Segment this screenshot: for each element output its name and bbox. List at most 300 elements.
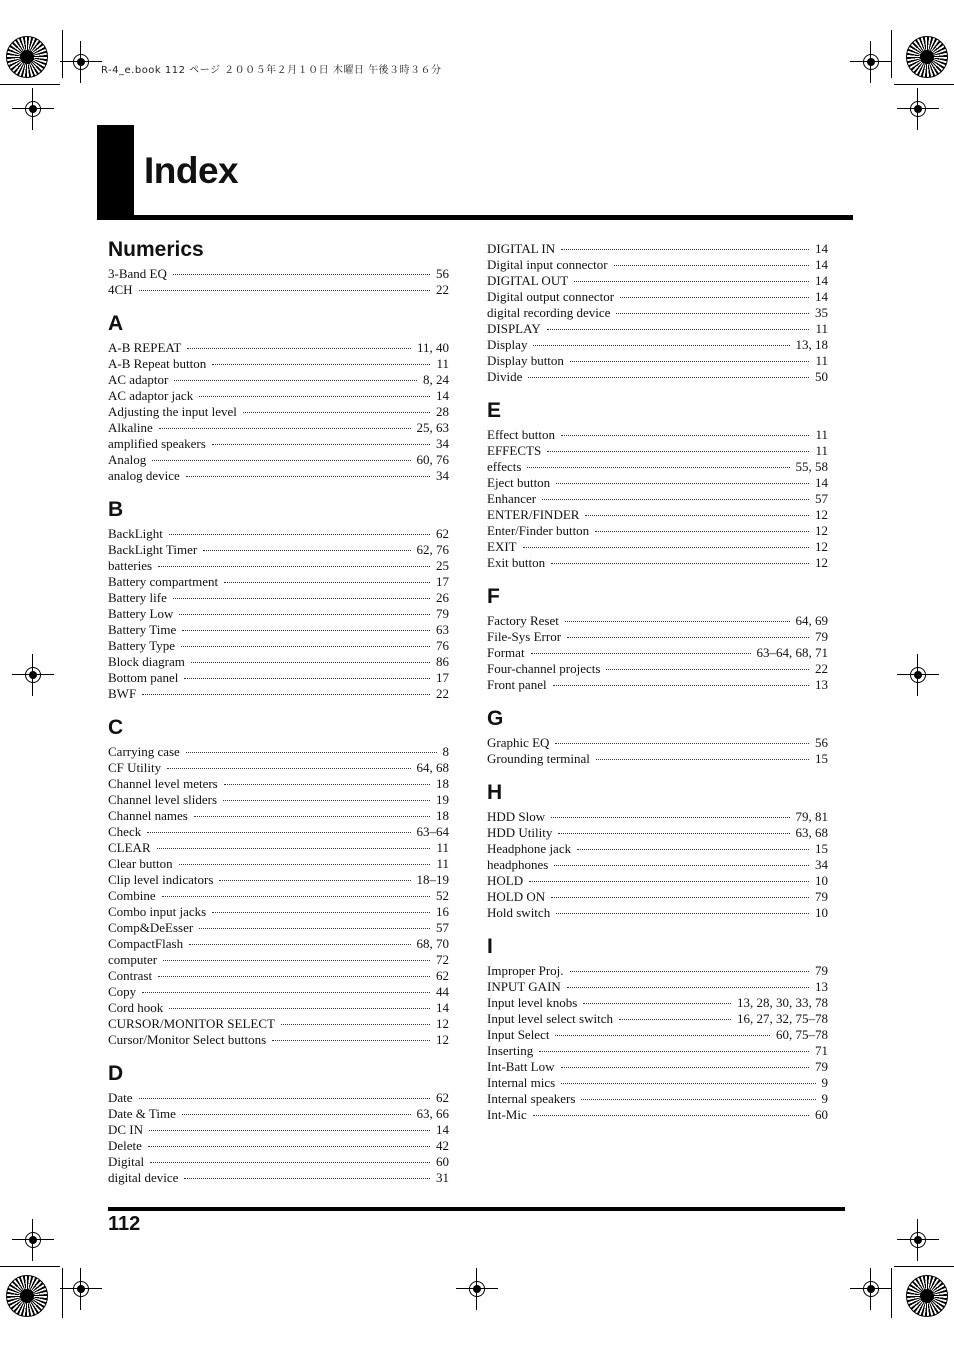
index-page-refs: 12	[815, 507, 828, 522]
index-page-refs: 64, 69	[795, 613, 828, 628]
index-entry-list	[108, 744, 449, 1048]
index-page-refs: 14	[436, 1122, 449, 1137]
index-term: Check	[108, 824, 142, 839]
index-page-refs: 16, 27, 32, 75–78	[737, 1011, 828, 1026]
index-term: Date	[108, 1090, 133, 1105]
index-page-refs: 34	[815, 857, 828, 872]
index-term: computer	[108, 952, 158, 967]
index-term: EFFECTS	[487, 443, 542, 458]
index-page-refs: 63, 66	[416, 1106, 449, 1121]
dot-leader	[555, 733, 809, 744]
dot-leader	[173, 264, 430, 275]
dot-leader	[554, 855, 809, 866]
section-heading: G	[487, 707, 504, 730]
index-entry-list	[108, 266, 449, 298]
title-rule	[97, 215, 853, 220]
dot-leader	[616, 303, 809, 314]
index-term: Clear button	[108, 856, 173, 871]
crop-line	[891, 1268, 892, 1318]
dot-leader	[191, 652, 430, 663]
index-term: CF Utility	[108, 760, 162, 775]
index-page-refs: 13, 28, 30, 33, 78	[737, 995, 828, 1010]
dot-leader	[174, 370, 417, 381]
index-term: BackLight	[108, 526, 163, 541]
index-page-refs: 11	[815, 427, 828, 442]
dot-leader	[223, 790, 430, 801]
crosshair-mark	[858, 1276, 884, 1302]
index-page-refs: 16	[436, 904, 449, 919]
crosshair-mark	[68, 1276, 94, 1302]
dot-leader	[139, 280, 430, 291]
dot-leader	[243, 402, 430, 413]
dot-leader	[531, 643, 751, 654]
page-number: 112	[108, 1213, 141, 1235]
index-term: ENTER/FINDER	[487, 507, 580, 522]
dot-leader	[606, 659, 809, 670]
index-page-refs: 72	[436, 952, 449, 967]
index-page-refs: 9	[821, 1091, 828, 1106]
dot-leader	[619, 1009, 731, 1020]
crosshair-mark	[905, 662, 931, 688]
index-page-refs: 63–64, 68, 71	[756, 645, 828, 660]
index-entry	[108, 1170, 449, 1186]
index-page-refs: 9	[821, 1075, 828, 1090]
dot-leader	[523, 537, 809, 548]
index-page-refs: 15	[815, 751, 828, 766]
index-term: batteries	[108, 558, 153, 573]
index-page-refs: 57	[436, 920, 449, 935]
index-term: Front panel	[487, 677, 547, 692]
section-heading: F	[487, 585, 500, 608]
index-term: A-B Repeat button	[108, 356, 207, 371]
index-term: File-Sys Error	[487, 629, 562, 644]
crosshair-mark	[20, 662, 46, 688]
index-page-refs: 56	[436, 266, 449, 281]
dot-leader	[203, 540, 410, 551]
dot-leader	[139, 1088, 430, 1099]
dot-leader	[187, 338, 411, 349]
index-page-refs: 34	[436, 436, 449, 451]
index-term: Block diagram	[108, 654, 185, 669]
index-page-refs: 62	[436, 526, 449, 541]
index-page-refs: 13, 18	[795, 337, 828, 352]
dot-leader	[194, 806, 430, 817]
dot-leader	[219, 870, 410, 881]
section-heading: E	[487, 399, 502, 422]
index-term: Display	[487, 337, 528, 352]
index-term: Digital input connector	[487, 257, 608, 272]
index-term: Input level select switch	[487, 1011, 613, 1026]
registration-starburst-bottom-left	[6, 1275, 48, 1317]
dot-leader	[186, 466, 430, 477]
index-term: Cursor/Monitor Select buttons	[108, 1032, 267, 1047]
index-term: Eject button	[487, 475, 551, 490]
dot-leader	[158, 556, 430, 567]
index-term: Display button	[487, 353, 564, 368]
dot-leader	[157, 838, 431, 849]
crop-line	[62, 1268, 63, 1318]
index-term: Channel names	[108, 808, 188, 823]
index-page-refs: 31	[436, 1170, 449, 1185]
dot-leader	[527, 457, 789, 468]
crop-line	[0, 84, 60, 85]
index-page-refs: 11	[815, 353, 828, 368]
dot-leader	[596, 749, 809, 760]
index-term: DIGITAL IN	[487, 241, 556, 256]
index-page-refs: 79	[815, 889, 828, 904]
index-entry-list	[487, 809, 828, 921]
index-page-refs: 12	[436, 1032, 449, 1047]
crop-line	[894, 84, 954, 85]
index-page-refs: 55, 58	[795, 459, 828, 474]
dot-leader	[169, 998, 430, 1009]
index-page-refs: 57	[815, 491, 828, 506]
index-page-refs: 60	[815, 1107, 828, 1122]
index-page-refs: 25, 63	[416, 420, 449, 435]
index-term: EXIT	[487, 539, 517, 554]
dot-leader	[179, 604, 430, 615]
dot-leader	[148, 1136, 430, 1147]
index-page-refs: 11	[436, 356, 449, 371]
index-term: Internal mics	[487, 1075, 556, 1090]
section-heading: A	[108, 312, 124, 335]
index-term: Grounding terminal	[487, 751, 590, 766]
index-page-refs: 35	[815, 305, 828, 320]
index-term: digital device	[108, 1170, 179, 1185]
index-page-refs: 14	[815, 289, 828, 304]
registration-starburst-top-right	[906, 36, 948, 78]
dot-leader	[163, 950, 430, 961]
index-term: Divide	[487, 369, 523, 384]
crop-line	[0, 1266, 60, 1267]
dot-leader	[583, 993, 731, 1004]
dot-leader	[542, 489, 809, 500]
index-term: Channel level sliders	[108, 792, 218, 807]
index-term: Combine	[108, 888, 156, 903]
dot-leader	[149, 1120, 430, 1131]
index-term: BackLight Timer	[108, 542, 198, 557]
section-heading: H	[487, 781, 503, 804]
page-title: Index	[144, 150, 239, 191]
index-term: Copy	[108, 984, 137, 999]
index-page-refs: 68, 70	[416, 936, 449, 951]
index-page-refs: 62	[436, 968, 449, 983]
index-page-refs: 79	[436, 606, 449, 621]
dot-leader	[551, 887, 809, 898]
dot-leader	[561, 1073, 815, 1084]
section-heading: C	[108, 716, 124, 739]
index-term: Combo input jacks	[108, 904, 207, 919]
index-term: HOLD	[487, 873, 524, 888]
dot-leader	[547, 319, 810, 330]
index-entry-list	[108, 340, 449, 484]
dot-leader	[272, 1030, 430, 1041]
index-page-refs: 60, 75–78	[776, 1027, 828, 1042]
index-page-refs: 18–19	[416, 872, 449, 887]
dot-leader	[567, 977, 809, 988]
print-header: R-4_e.book 112 ページ ２００５年２月１０日 木曜日 午後３時３６分	[101, 65, 442, 76]
index-column-left	[108, 238, 449, 1200]
registration-starburst-bottom-right	[906, 1275, 948, 1317]
dot-leader	[558, 823, 789, 834]
index-term: Battery Type	[108, 638, 176, 653]
index-page-refs: 56	[815, 735, 828, 750]
index-page-refs: 11	[815, 443, 828, 458]
dot-leader	[159, 418, 411, 429]
dot-leader	[565, 611, 790, 622]
dot-leader	[169, 524, 430, 535]
index-page-refs: 12	[815, 539, 828, 554]
dot-leader	[555, 1025, 770, 1036]
index-entry-list	[487, 427, 828, 571]
index-term: Int-Batt Low	[487, 1059, 555, 1074]
index-page-refs: 52	[436, 888, 449, 903]
index-page-refs: 62	[436, 1090, 449, 1105]
dot-leader	[551, 553, 809, 564]
crosshair-mark	[464, 1276, 490, 1302]
index-entry-list	[108, 526, 449, 702]
registration-starburst-top-left	[6, 36, 48, 78]
index-page-refs: 11, 40	[416, 340, 449, 355]
index-term: Input Select	[487, 1027, 550, 1042]
index-page-refs: 18	[436, 808, 449, 823]
index-term: Cord hook	[108, 1000, 164, 1015]
crop-line	[894, 1266, 954, 1267]
index-page-refs: 14	[436, 388, 449, 403]
dot-leader	[184, 1168, 430, 1179]
index-term: Effect button	[487, 427, 555, 442]
index-page-refs: 14	[815, 273, 828, 288]
dot-leader	[186, 742, 437, 753]
index-term: Clip level indicators	[108, 872, 214, 887]
dot-leader	[553, 675, 809, 686]
crosshair-mark	[905, 96, 931, 122]
index-term: Enhancer	[487, 491, 537, 506]
index-term: AC adaptor jack	[108, 388, 194, 403]
index-term: Date & Time	[108, 1106, 176, 1121]
index-page-refs: 8, 24	[423, 372, 449, 387]
index-page-refs: 34	[436, 468, 449, 483]
dot-leader	[182, 1104, 411, 1115]
index-page-refs: 11	[436, 856, 449, 871]
dot-leader	[199, 386, 430, 397]
crosshair-mark	[20, 96, 46, 122]
crosshair-mark	[858, 49, 884, 75]
index-page-refs: 79, 81	[795, 809, 828, 824]
dot-leader	[189, 934, 410, 945]
index-term: Headphone jack	[487, 841, 572, 856]
dot-leader	[533, 1105, 809, 1116]
index-term: Input level knobs	[487, 995, 578, 1010]
dot-leader	[281, 1014, 430, 1025]
index-page-refs: 8	[442, 744, 449, 759]
index-term: CURSOR/MONITOR SELECT	[108, 1016, 275, 1031]
dot-leader	[574, 271, 809, 282]
index-entry	[108, 686, 449, 702]
index-page-refs: 22	[436, 282, 449, 297]
index-entry	[487, 369, 828, 385]
index-entry	[108, 282, 449, 298]
index-page-refs: 79	[815, 1059, 828, 1074]
dot-leader	[199, 918, 430, 929]
dot-leader	[162, 886, 430, 897]
dot-leader	[152, 450, 410, 461]
index-page-refs: 60, 76	[416, 452, 449, 467]
index-page-refs: 14	[815, 257, 828, 272]
dot-leader	[556, 903, 809, 914]
dot-leader	[620, 287, 809, 298]
index-entry	[487, 1107, 828, 1123]
dot-leader	[147, 822, 410, 833]
index-entry	[108, 468, 449, 484]
dot-leader	[547, 441, 809, 452]
index-term: Four-channel projects	[487, 661, 601, 676]
index-term: Battery Time	[108, 622, 177, 637]
index-page-refs: 60	[436, 1154, 449, 1169]
index-term: DIGITAL OUT	[487, 273, 569, 288]
index-page-refs: 12	[815, 523, 828, 538]
index-term: digital recording device	[487, 305, 611, 320]
index-term: amplified speakers	[108, 436, 206, 451]
index-term: Analog	[108, 452, 147, 467]
index-term: analog device	[108, 468, 180, 483]
index-entry	[487, 751, 828, 767]
dot-leader	[158, 966, 430, 977]
index-term: Inserting	[487, 1043, 534, 1058]
section-heading: Numerics	[108, 238, 204, 261]
index-page-refs: 62, 76	[416, 542, 449, 557]
index-page-refs: 63	[436, 622, 449, 637]
index-term: Comp&DeEsser	[108, 920, 194, 935]
index-page-refs: 79	[815, 629, 828, 644]
dot-leader	[529, 871, 809, 882]
index-page-refs: 13	[815, 677, 828, 692]
index-term: BWF	[108, 686, 137, 701]
index-term: Format	[487, 645, 525, 660]
index-page-refs: 22	[436, 686, 449, 701]
dot-leader	[585, 505, 809, 516]
dot-leader	[150, 1152, 430, 1163]
crop-line	[62, 30, 63, 78]
index-page-refs: 44	[436, 984, 449, 999]
index-term: Int-Mic	[487, 1107, 527, 1122]
index-entry	[487, 677, 828, 693]
index-page-refs: 12	[815, 555, 828, 570]
index-term: HOLD ON	[487, 889, 546, 904]
dot-leader	[224, 572, 430, 583]
dot-leader	[561, 1057, 809, 1068]
crosshair-mark	[68, 49, 94, 75]
footer-rule	[108, 1207, 845, 1211]
dot-leader	[142, 982, 430, 993]
index-term: Contrast	[108, 968, 153, 983]
index-page-refs: 11	[436, 840, 449, 855]
dot-leader	[567, 627, 809, 638]
index-page-refs: 11	[815, 321, 828, 336]
index-term: CLEAR	[108, 840, 151, 855]
index-entry	[487, 905, 828, 921]
index-page-refs: 14	[815, 475, 828, 490]
section-heading: I	[487, 935, 493, 958]
index-term: Graphic EQ	[487, 735, 550, 750]
index-term: Hold switch	[487, 905, 551, 920]
section-heading: B	[108, 498, 124, 521]
dot-leader	[561, 425, 809, 436]
index-term: Enter/Finder button	[487, 523, 590, 538]
index-term: headphones	[487, 857, 549, 872]
index-term: AC adaptor	[108, 372, 169, 387]
crosshair-mark	[20, 1227, 46, 1253]
index-page-refs: 50	[815, 369, 828, 384]
index-column-right	[487, 241, 828, 1137]
index-page-refs: 14	[815, 241, 828, 256]
dot-leader	[539, 1041, 809, 1052]
index-page-refs: 10	[815, 905, 828, 920]
dot-leader	[212, 354, 430, 365]
index-term: Factory Reset	[487, 613, 559, 628]
index-term: Alkaline	[108, 420, 153, 435]
crosshair-mark	[905, 1227, 931, 1253]
dot-leader	[173, 588, 430, 599]
index-page-refs: 64, 68	[416, 760, 449, 775]
dot-leader	[182, 620, 430, 631]
index-page-refs: 63–64	[416, 824, 449, 839]
index-page-refs: 19	[436, 792, 449, 807]
index-page-refs: 12	[436, 1016, 449, 1031]
index-term: effects	[487, 459, 522, 474]
index-term: DISPLAY	[487, 321, 541, 336]
index-term: Digital output connector	[487, 289, 615, 304]
index-page-refs: 79	[815, 963, 828, 978]
dot-leader	[595, 521, 809, 532]
dot-leader	[614, 255, 809, 266]
index-term: Exit button	[487, 555, 546, 570]
index-page-refs: 14	[436, 1000, 449, 1015]
dot-leader	[556, 473, 809, 484]
index-page-refs: 28	[436, 404, 449, 419]
index-entry	[487, 555, 828, 571]
dot-leader	[224, 774, 430, 785]
index-term: DC IN	[108, 1122, 144, 1137]
index-entry-list	[487, 735, 828, 767]
index-page-refs: 18	[436, 776, 449, 791]
index-page-refs: 86	[436, 654, 449, 669]
dot-leader	[533, 335, 789, 346]
index-entry	[108, 1032, 449, 1048]
index-term: Digital	[108, 1154, 145, 1169]
index-term: Internal speakers	[487, 1091, 576, 1106]
index-entry-list	[487, 613, 828, 693]
index-term: Channel level meters	[108, 776, 218, 791]
index-entry-list	[487, 241, 828, 385]
index-term: A-B REPEAT	[108, 340, 182, 355]
dot-leader	[581, 1089, 815, 1100]
index-term: Battery Low	[108, 606, 174, 621]
dot-leader	[570, 961, 809, 972]
index-term: Delete	[108, 1138, 142, 1153]
index-page-refs: 71	[815, 1043, 828, 1058]
index-page-refs: 42	[436, 1138, 449, 1153]
index-page-refs: 63, 68	[795, 825, 828, 840]
index-page-refs: 26	[436, 590, 449, 605]
dot-leader	[179, 854, 431, 865]
dot-leader	[212, 434, 430, 445]
dot-leader	[181, 636, 430, 647]
index-term: Carrying case	[108, 744, 180, 759]
index-page-refs: 25	[436, 558, 449, 573]
index-term: HDD Slow	[487, 809, 546, 824]
crop-line	[891, 30, 892, 78]
